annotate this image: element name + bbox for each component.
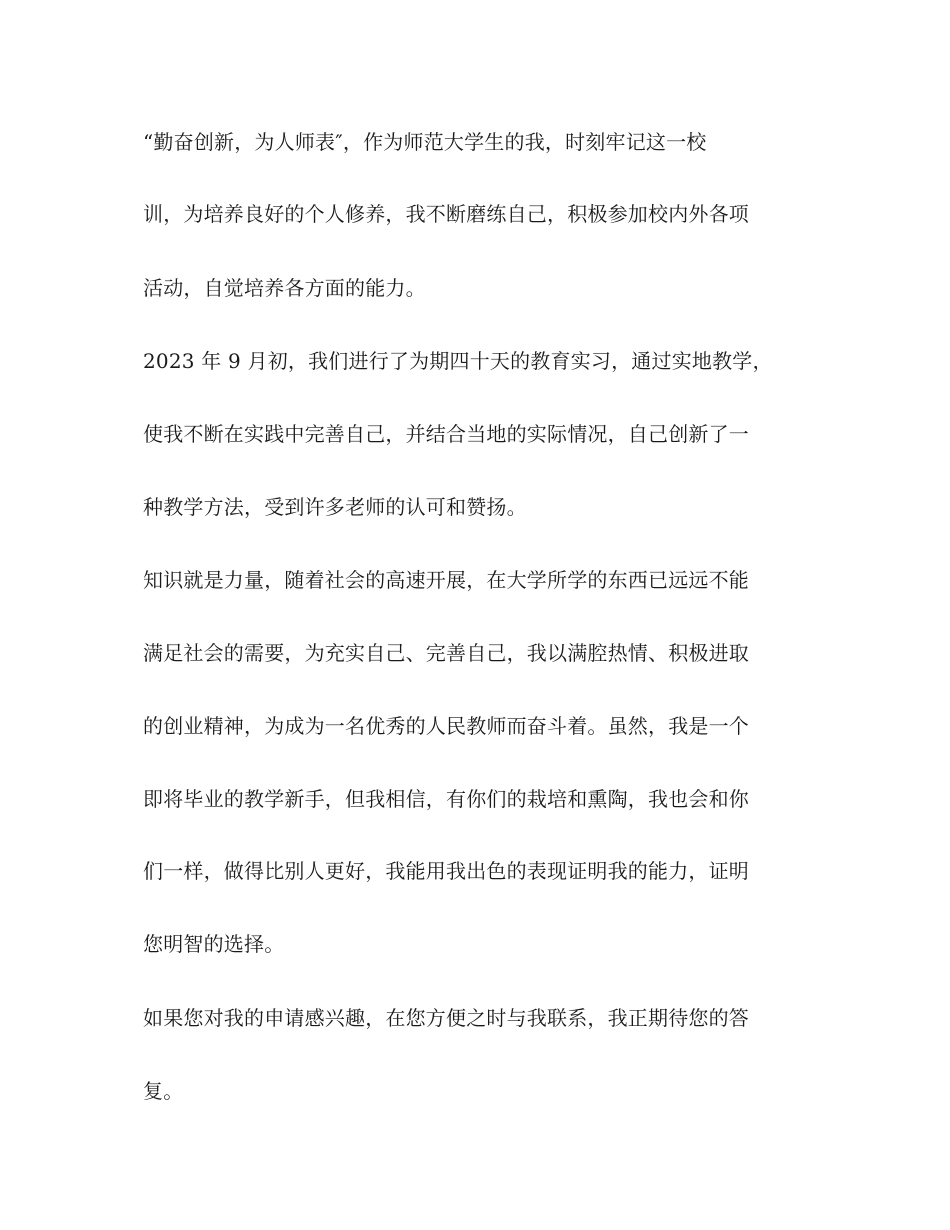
text-line-2: 训，为培养良好的个人修养，我不断磨练自己，积极参加校内外各项	[143, 202, 749, 226]
text-line-4: 2023 年 9 月初，我们进行了为期四十天的教育实习，通过实地教学，	[143, 349, 773, 373]
text-line-7: 知识就是力量，随着社会的高速开展，在大学所学的东西已远远不能	[143, 568, 749, 592]
text-line-10: 即将毕业的教学新手，但我相信，有你们的栽培和熏陶，我也会和你	[143, 787, 749, 811]
text-line-5: 使我不断在实践中完善自己，并结合当地的实际情况，自己创新了一	[143, 422, 749, 446]
text-line-8: 满足社会的需要，为充实自己、完善自己，我以满腔热情、积极进取	[143, 641, 749, 665]
text-line-14: 复。	[143, 1079, 184, 1103]
text-line-13: 如果您对我的申请感兴趣，在您方便之时与我联系，我正期待您的答	[143, 1006, 749, 1030]
text-line-12: 您明智的选择。	[143, 932, 285, 956]
text-line-1: “勤奋创新，为人师表″，作为师范大学生的我，时刻牢记这一校	[143, 130, 707, 154]
text-line-6: 种教学方法，受到许多老师的认可和赞扬。	[143, 495, 527, 519]
text-line-9: 的创业精神，为成为一名优秀的人民教师而奋斗着。虽然，我是一个	[143, 714, 749, 738]
text-line-3: 活动，自觉培养各方面的能力。	[143, 276, 426, 300]
text-line-11: 们一样，做得比别人更好，我能用我出色的表现证明我的能力，证明	[143, 859, 749, 883]
